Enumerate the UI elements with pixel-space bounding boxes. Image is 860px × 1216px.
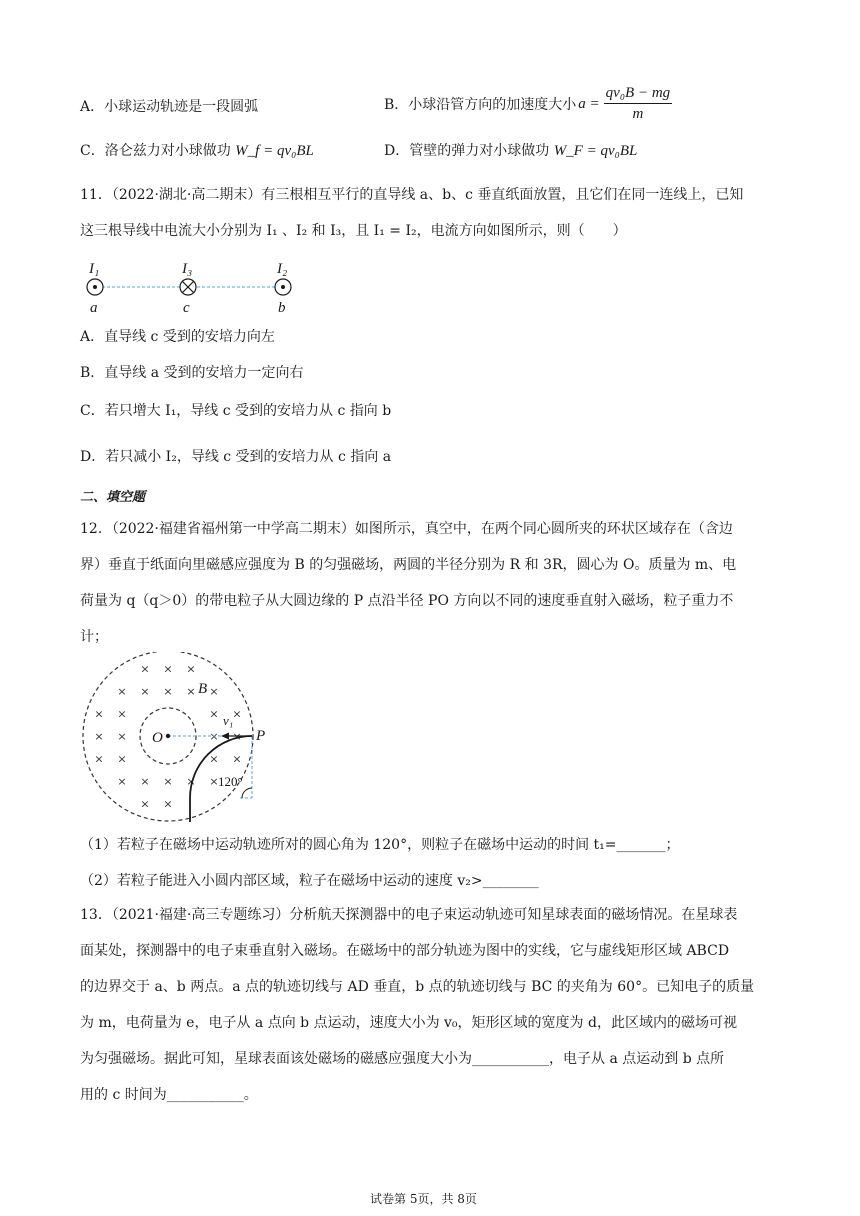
label-B: B <box>198 681 208 697</box>
q10-option-c-formula: W_f = qv₀BL <box>235 143 314 159</box>
q13-stem-line2: 面某处，探测器中的电子束垂直射入磁场。在磁场中的部分轨迹为图中的实线，它与虚线矩形区域 ABCD <box>80 943 730 959</box>
q11-stem-line1: 11．（2022·湖北·高二期末）有三根相互平行的直导线 a、b、c 垂直纸面放置，且它们在同一连线上，已知 <box>80 187 744 203</box>
field-cross-mark: × <box>209 730 219 743</box>
label-v1: v₁ <box>223 713 234 728</box>
q12-sub-question-2: （2）若粒子能进入小圆内部区域，粒子在磁场中运动的速度 v₂>________ <box>80 873 539 889</box>
q10-fraction-denominator: m <box>632 106 644 122</box>
label-O: O <box>152 730 163 746</box>
current-out-of-page-dot-icon <box>93 285 97 289</box>
label-angle-120: 120° <box>218 774 243 789</box>
section-heading-fill-in: 二、填空题 <box>80 490 146 505</box>
q10-option-c <box>80 140 314 160</box>
q10-option-c-text: C．洛仑兹力对小球做功 <box>80 143 231 159</box>
label-I3: I₃ <box>182 261 193 277</box>
q10-option-d-text: D．管壁的弹力对小球做功 <box>384 143 550 159</box>
field-cross-mark: × <box>117 707 127 721</box>
q10-fraction-numerator: qv₀B − mg <box>604 86 673 104</box>
q12-sub-question-1: （1）若粒子在磁场中运动轨迹所对的圆心角为 120°，则粒子在磁场中运动的时间 t₁=_______； <box>80 837 680 853</box>
label-b: b <box>278 300 286 316</box>
q12-magnetic-field-figure <box>80 652 280 822</box>
q10-option-d-formula: W_F = qv₀BL <box>553 143 638 159</box>
field-cross-mark: × <box>94 752 104 766</box>
field-cross-mark: × <box>94 707 104 721</box>
label-c: c <box>183 300 190 316</box>
q11-stem-line2: 这三根导线中电流大小分别为 I₁ 、I₂ 和 I₃，且 I₁ = I₂，电流方向如图所示，则（ ） <box>80 223 627 239</box>
field-cross-mark: × <box>209 707 219 721</box>
field-cross-mark: × <box>163 685 173 698</box>
label-I2: I₂ <box>277 261 288 277</box>
q10-option-b-fraction <box>604 86 673 122</box>
field-cross-mark: × <box>117 730 127 743</box>
label-a: a <box>90 300 98 316</box>
q13-stem-line1: 13．（2021·福建·高三专题练习）分析航天探测器中的电子束运动轨迹可知星球表面的磁场情况。在星球表 <box>80 907 738 923</box>
current-out-of-page-dot-icon <box>281 285 285 289</box>
q12-stem-line1: 12．（2022·福建省福州第一中学高二期末）如图所示，真空中，在两个同心圆所夹的环状区域存在（含边 <box>80 521 733 537</box>
q10-option-d <box>384 140 637 160</box>
field-cross-mark: × <box>163 662 173 676</box>
field-cross-mark: × <box>186 775 196 788</box>
q12-stem-line4: 计； <box>80 629 108 645</box>
page-footer: 试卷第 5页，共 8页 <box>370 1192 477 1206</box>
center-dot <box>166 734 170 738</box>
q10-option-b-text: B．小球沿管方向的加速度大小 <box>384 97 577 113</box>
field-cross-mark: × <box>209 775 219 788</box>
field-cross-mark: × <box>117 775 127 788</box>
q13-stem-line6: 用的 c 时间为___________。 <box>80 1087 258 1103</box>
q12-stem-line2: 界）垂直于纸面向里磁感应强度为 B 的匀强磁场，两圆的半径分别为 R 和 3R，圆心为 O。质量为 m、电 <box>80 557 737 573</box>
q10-option-b <box>384 84 672 124</box>
field-cross-mark: × <box>232 730 242 743</box>
q12-stem-line3: 荷量为 q（q＞0）的带电粒子从大圆边缘的 P 点沿半径 PO 方向以不同的速度垂直射入磁场，粒子重力不 <box>80 593 734 609</box>
field-cross-mark: × <box>140 685 150 698</box>
q10-option-b-lhs: a = <box>578 95 600 112</box>
arrow-head-icon <box>221 733 229 740</box>
field-cross-mark: × <box>117 685 127 698</box>
q11-option-b: B．直导线 a 受到的安培力一定向右 <box>80 365 304 381</box>
q11-option-a: A．直导线 c 受到的安培力向左 <box>80 329 275 345</box>
q13-stem-line4: 为 m，电荷量为 e，电子从 a 点向 b 点运动，速度大小为 v₀，矩形区域的宽度为 d，此区域内的磁场可视 <box>80 1015 737 1031</box>
field-cross-mark: × <box>209 752 219 766</box>
field-cross-mark: × <box>94 730 104 743</box>
q11-wire-figure <box>80 256 310 316</box>
q11-option-d: D．若只减小 I₂，导线 c 受到的安培力从 c 指向 a <box>80 449 392 465</box>
field-cross-mark: × <box>232 707 242 721</box>
field-cross-mark: × <box>163 775 173 788</box>
label-I1: I₁ <box>89 261 100 277</box>
field-cross-mark: × <box>163 797 173 811</box>
label-P: P <box>256 728 266 744</box>
field-cross-mark: × <box>140 775 150 788</box>
q11-option-c: C．若只增大 I₁，导线 c 受到的安培力从 c 指向 b <box>80 403 392 419</box>
q13-stem-line5: 为匀强磁场。据此可知，星球表面该处磁场的磁感应强度大小为___________，电子从 a 点运动到 b 点所 <box>80 1051 725 1067</box>
q10-option-a: A．小球运动轨迹是一段圆弧 <box>80 99 259 115</box>
field-cross-mark: × <box>117 752 127 766</box>
field-cross-mark: × <box>140 797 150 811</box>
field-cross-mark: × <box>209 685 219 698</box>
field-cross-mark: × <box>186 685 196 698</box>
field-cross-mark: × <box>232 752 242 766</box>
field-cross-mark: × <box>186 662 196 676</box>
q13-stem-line3: 的边界交于 a、b 两点。a 点的轨迹切线与 AD 垂直，b 点的轨迹切线与 BC 的夹角为 60°。已知电子的质量 <box>80 979 755 995</box>
angle-arc <box>242 788 252 798</box>
field-cross-mark: × <box>140 662 150 676</box>
